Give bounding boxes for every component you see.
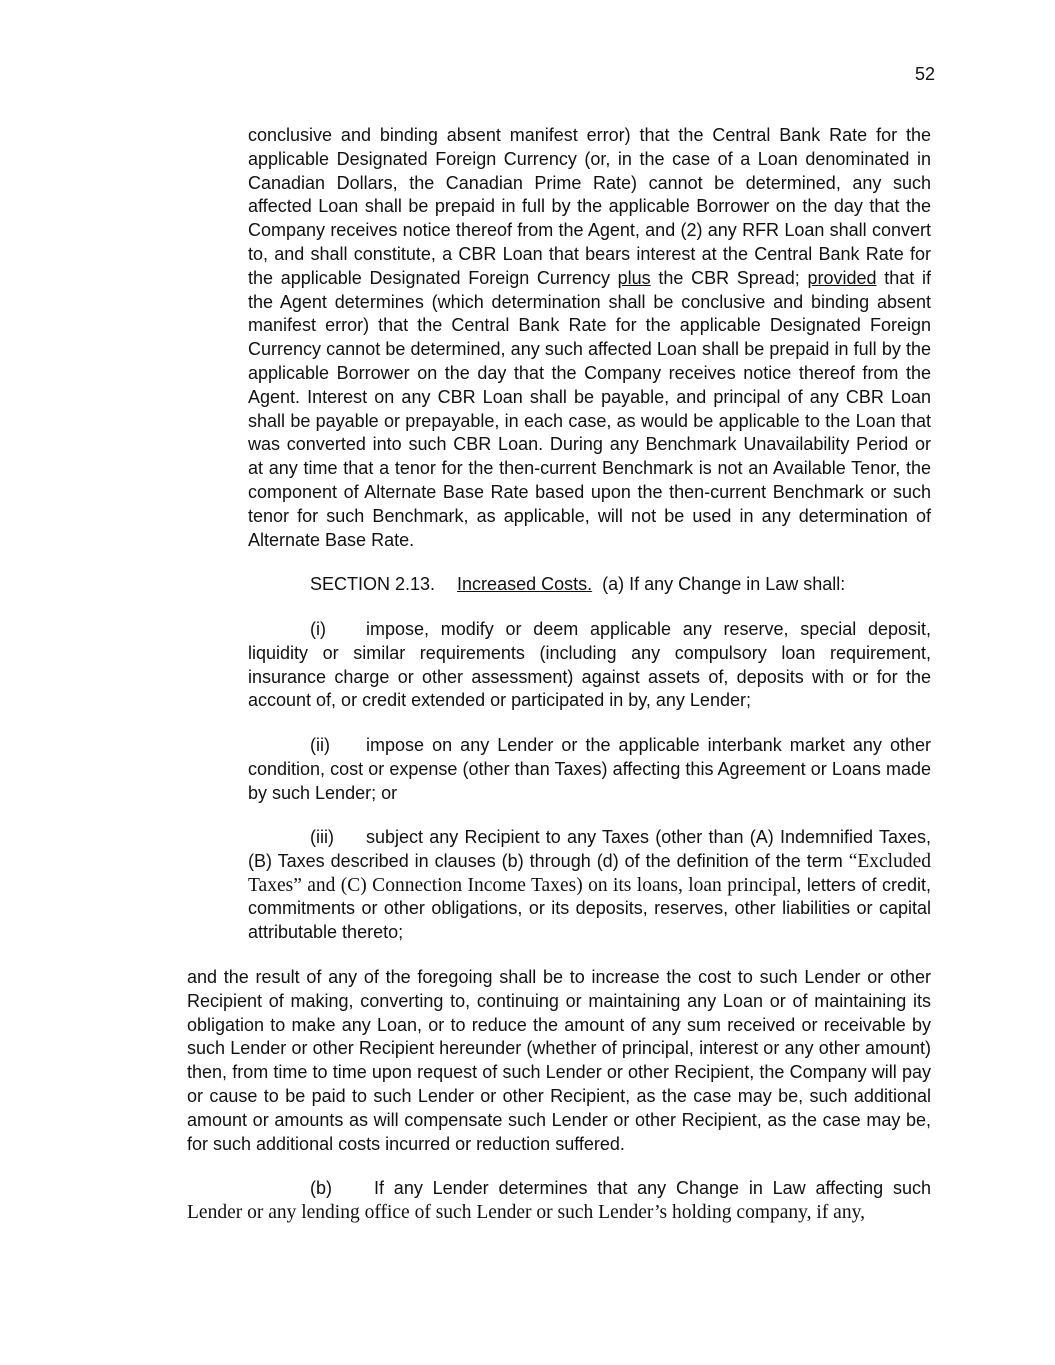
clause-b-text-serif: Lender or any lending office of such Lender or such Lender’s holding company, if any, (187, 1201, 865, 1223)
clause-iii (248, 826, 931, 945)
clause-b (187, 1177, 931, 1225)
clause-ii-text: impose on any Lender or the applicable interbank market any other condition, cost or expense (other than Taxes) affecting this Agreement or Loans made by such Lender; or (248, 735, 931, 803)
plus-term: plus (617, 267, 651, 288)
clause-iii-label: (iii) (310, 827, 334, 847)
provided-term: provided (807, 267, 877, 288)
result-paragraph: and the result of any of the foregoing shall be to increase the cost to such Lender or other Recipient of making, converting to, continuing or maintaining any Loan or of maintaining its obligation to make any Loan, or to reduce the amount of any sum received or receivable by such Lender or other Recipient hereunder (whether of principal, interest or any other amount) then, from time to time upon request of such Lender or other Recipient, the Company will pay or cause to be paid to such Lender or other Recipient, as the case may be, such additional amount or amounts as will compensate such Lender or other Recipient, as the case may be, for such additional costs incurred or reduction suffered. (187, 967, 931, 1154)
clause-iii-text-end: letters of credit, commitments or other obligations, or its deposits, reserves, other liabilities or capital attributable thereto; (248, 874, 931, 943)
clause-iii-text-serif: “Excluded Taxes” and (C) Connection Income Taxes) on its loans, loan principal, (248, 850, 931, 896)
section-lead: (a) If any Change in Law shall: (602, 574, 846, 594)
clause-i-text: impose, modify or deem applicable any reserve, special deposit, liquidity or similar requirements (including any compulsory loan requirement, insurance charge or other assessment) against assets of, deposits with or for the account of, or credit extended or participated in by, any Lender; (248, 619, 931, 711)
clause-b-text: If any Lender determines that any Change in Law affecting such (374, 1178, 931, 1198)
clause-ii (248, 734, 931, 805)
page-number: 52 (914, 64, 935, 84)
clause-i (248, 618, 931, 713)
clause-iii-text: subject any Recipient to any Taxes (other than (A) Indemnified Taxes, (B) Taxes described in clauses (b) through (d) of the definition of the term (248, 827, 931, 871)
continuation-text-1: conclusive and binding absent manifest error) that the Central Bank Rate for the applicable Designated Foreign Currency (or, in the case of a Loan denominated in Canadian Dollars, the Canadian Prime Rate) cannot be determined, any such affected Loan shall be prepaid in full by the applicable Borrower on the day that the Company receives notice thereof from the Agent, and (2) any RFR Loan shall convert to, and shall constitute, a CBR Loan that bears interest at the Central Bank Rate for the applicable Designated Foreign Currency (248, 125, 931, 288)
continuation-paragraph (248, 124, 931, 552)
section-number: SECTION 2.13. (310, 574, 436, 594)
section-title: Increased Costs. (457, 574, 593, 594)
section-heading (310, 573, 931, 597)
clause-ii-label: (ii) (310, 735, 330, 755)
clause-i-label: (i) (310, 619, 326, 639)
clause-b-label: (b) (310, 1178, 332, 1198)
continuation-text-3: that if the Agent determines (which determination shall be conclusive and binding absent manifest error) that the Central Bank Rate for the applicable Designated Foreign Currency cannot be determined, any such affected Loan shall be prepaid in full by the applicable Borrower on the day that the Company receives notice thereof from the Agent. Interest on any CBR Loan shall be payable, and principal of any CBR Loan shall be payable or prepayable, in each case, as would be applicable to the Loan that was converted into such CBR Loan. During any Benchmark Unavailability Period or at any time that a tenor for the then-current Benchmark is not an Available Tenor, the component of Alternate Base Rate based upon the then-current Benchmark or such tenor for such Benchmark, as applicable, will not be used in any determination of Alternate Base Rate. (248, 267, 931, 550)
continuation-text-2: the CBR Spread; (658, 267, 800, 288)
